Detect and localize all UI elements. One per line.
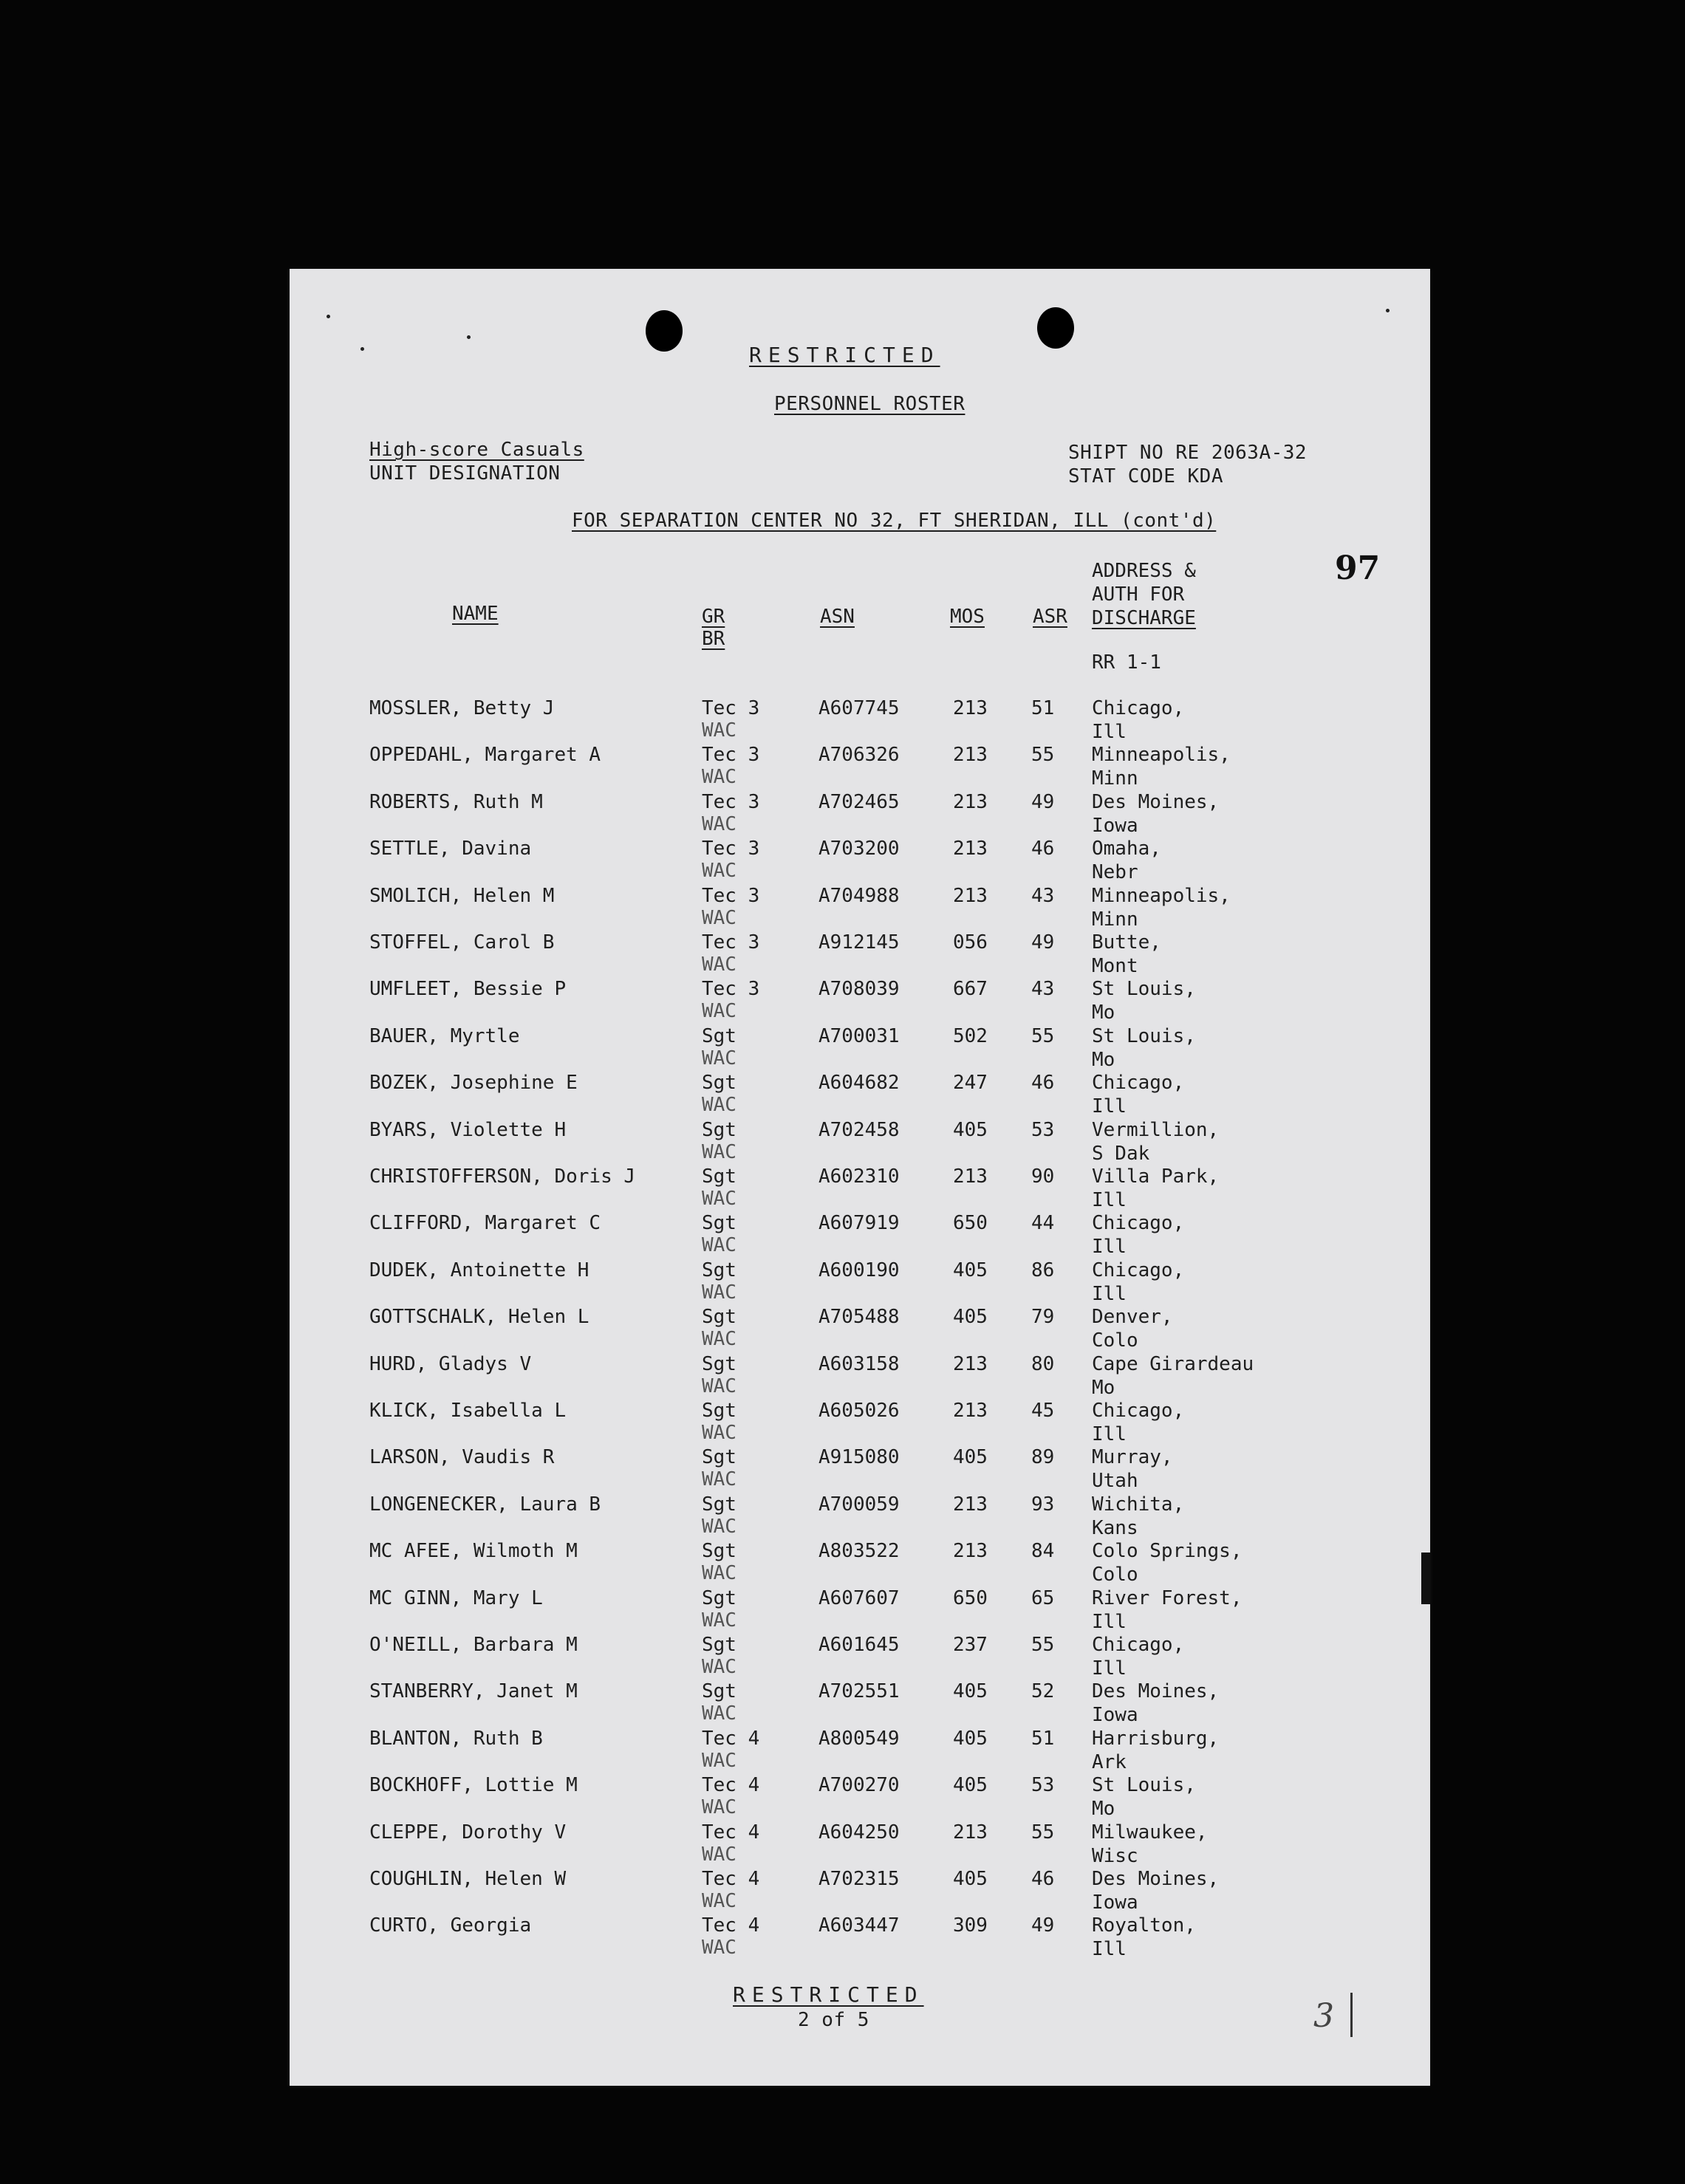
- address-state: Colo: [1092, 1564, 1138, 1586]
- asr-score: 49: [1031, 1914, 1055, 1937]
- grade: Tec 4: [702, 1728, 760, 1750]
- army-serial-number: A708039: [818, 978, 900, 1000]
- grade: Sgt: [702, 1306, 736, 1328]
- table-row: [290, 1025, 1430, 1072]
- address-state: Ill: [1092, 1236, 1127, 1258]
- person-name: SETTLE, Davina: [369, 838, 532, 860]
- mos-code: 405: [953, 1728, 988, 1750]
- branch: WAC: [702, 1609, 736, 1632]
- branch: WAC: [702, 1188, 736, 1210]
- mos-code: 405: [953, 1119, 988, 1141]
- army-serial-number: A703200: [818, 838, 900, 860]
- asr-score: 46: [1031, 838, 1055, 860]
- stat-code: STAT CODE KDA: [1068, 465, 1223, 487]
- mos-code: 247: [953, 1072, 988, 1094]
- table-row: [290, 1400, 1430, 1447]
- person-name: MC GINN, Mary L: [369, 1587, 543, 1609]
- address-city: Des Moines,: [1092, 1868, 1220, 1890]
- person-name: DUDEK, Antoinette H: [369, 1259, 589, 1281]
- address-state: Ill: [1092, 1611, 1127, 1633]
- address-state: Colo: [1092, 1329, 1138, 1352]
- address-state: S Dak: [1092, 1143, 1150, 1165]
- army-serial-number: A803522: [818, 1540, 900, 1562]
- person-name: O'NEILL, Barbara M: [369, 1634, 578, 1656]
- army-serial-number: A705488: [818, 1306, 900, 1328]
- grade: Tec 3: [702, 697, 760, 719]
- branch: WAC: [702, 1000, 736, 1022]
- table-row: [290, 791, 1430, 838]
- speck: [327, 315, 330, 318]
- army-serial-number: A607745: [818, 697, 900, 719]
- grade: Tec 3: [702, 885, 760, 907]
- address-state: Mo: [1092, 1049, 1115, 1071]
- asr-score: 65: [1031, 1587, 1055, 1609]
- army-serial-number: A702465: [818, 791, 900, 813]
- address-state: Minn: [1092, 908, 1138, 931]
- army-serial-number: A704988: [818, 885, 900, 907]
- person-name: BAUER, Myrtle: [369, 1025, 520, 1047]
- asr-score: 52: [1031, 1680, 1055, 1702]
- table-row: [290, 1587, 1430, 1634]
- mos-code: 213: [953, 1540, 988, 1562]
- mos-code: 213: [953, 1165, 988, 1188]
- grade: Tec 3: [702, 744, 760, 766]
- speck: [1386, 309, 1390, 312]
- grade: Sgt: [702, 1446, 736, 1468]
- column-asn-header: ASN: [820, 606, 855, 628]
- table-row: [290, 978, 1430, 1025]
- branch: WAC: [702, 1141, 736, 1163]
- branch: WAC: [702, 1844, 736, 1866]
- branch: WAC: [702, 860, 736, 882]
- branch: WAC: [702, 1937, 736, 1959]
- person-name: CURTO, Georgia: [369, 1914, 532, 1937]
- person-name: OPPEDAHL, Margaret A: [369, 744, 601, 766]
- branch: WAC: [702, 954, 736, 976]
- army-serial-number: A601645: [818, 1634, 900, 1656]
- address-city: Chicago,: [1092, 1634, 1185, 1656]
- mos-code: 309: [953, 1914, 988, 1937]
- punch-hole-right: [1037, 307, 1074, 349]
- grade: Tec 3: [702, 838, 760, 860]
- table-row: [290, 1446, 1430, 1493]
- column-mos-header: MOS: [950, 606, 985, 628]
- grade: Tec 4: [702, 1821, 760, 1844]
- person-name: BOCKHOFF, Lottie M: [369, 1774, 578, 1796]
- mos-code: 650: [953, 1212, 988, 1234]
- address-state: Iowa: [1092, 1704, 1138, 1726]
- address-city: Minneapolis,: [1092, 885, 1231, 907]
- table-row: [290, 1306, 1430, 1353]
- address-state: Mo: [1092, 1377, 1115, 1399]
- table-row: [290, 1259, 1430, 1307]
- mos-code: 213: [953, 1353, 988, 1375]
- person-name: MOSSLER, Betty J: [369, 697, 555, 719]
- grade: Sgt: [702, 1634, 736, 1656]
- mos-code: 056: [953, 931, 988, 954]
- speck: [360, 347, 364, 351]
- roster-title: PERSONNEL ROSTER: [774, 393, 965, 415]
- person-name: UMFLEET, Bessie P: [369, 978, 567, 1000]
- grade: Tec 3: [702, 978, 760, 1000]
- address-city: Chicago,: [1092, 1400, 1185, 1422]
- address-city: Vermillion,: [1092, 1119, 1220, 1141]
- grade: Sgt: [702, 1400, 736, 1422]
- address-state: Ill: [1092, 1283, 1127, 1305]
- branch: WAC: [702, 1422, 736, 1444]
- address-state: Mo: [1092, 1002, 1115, 1024]
- mos-code: 237: [953, 1634, 988, 1656]
- punch-hole-left: [646, 310, 683, 352]
- asr-score: 51: [1031, 697, 1055, 719]
- person-name: COUGHLIN, Helen W: [369, 1868, 567, 1890]
- address-state: Mont: [1092, 955, 1138, 977]
- person-name: HURD, Gladys V: [369, 1353, 532, 1375]
- mos-code: 667: [953, 978, 988, 1000]
- asr-score: 86: [1031, 1259, 1055, 1281]
- branch: WAC: [702, 813, 736, 835]
- handwritten-mark: [1350, 1993, 1353, 2037]
- grade: Tec 4: [702, 1914, 760, 1937]
- unit-name: High-score Casuals: [369, 439, 584, 461]
- grade: Tec 3: [702, 791, 760, 813]
- army-serial-number: A915080: [818, 1446, 900, 1468]
- address-city: Chicago,: [1092, 1259, 1185, 1281]
- grade: Tec 4: [702, 1774, 760, 1796]
- grade: Sgt: [702, 1493, 736, 1516]
- address-city: Harrisburg,: [1092, 1728, 1220, 1750]
- mos-code: 405: [953, 1446, 988, 1468]
- grade: Sgt: [702, 1353, 736, 1375]
- address-state: Wisc: [1092, 1845, 1138, 1867]
- table-row: [290, 838, 1430, 885]
- person-name: GOTTSCHALK, Helen L: [369, 1306, 589, 1328]
- column-address-header-2: AUTH FOR: [1092, 583, 1185, 606]
- army-serial-number: A706326: [818, 744, 900, 766]
- mos-code: 213: [953, 697, 988, 719]
- army-serial-number: A605026: [818, 1400, 900, 1422]
- branch: WAC: [702, 1656, 736, 1678]
- address-state: Ill: [1092, 1657, 1127, 1680]
- asr-score: 46: [1031, 1072, 1055, 1094]
- person-name: CHRISTOFFERSON, Doris J: [369, 1165, 636, 1188]
- address-city: River Forest,: [1092, 1587, 1243, 1609]
- address-city: Villa Park,: [1092, 1165, 1220, 1188]
- table-row: [290, 1072, 1430, 1119]
- mos-code: 213: [953, 1493, 988, 1516]
- shipment-number: SHIPT NO RE 2063A-32: [1068, 442, 1308, 464]
- address-state: Ark: [1092, 1751, 1127, 1773]
- address-state: Mo: [1092, 1798, 1115, 1820]
- address-state: Nebr: [1092, 861, 1138, 883]
- army-serial-number: A607607: [818, 1587, 900, 1609]
- mos-code: 405: [953, 1259, 988, 1281]
- branch: WAC: [702, 1796, 736, 1818]
- mos-code: 213: [953, 1821, 988, 1844]
- table-row: [290, 1212, 1430, 1259]
- person-name: CLEPPE, Dorothy V: [369, 1821, 567, 1844]
- page-of-indicator: 2 of 5: [798, 2009, 869, 2031]
- column-address-header-3: DISCHARGE: [1092, 607, 1196, 629]
- branch: WAC: [702, 1468, 736, 1490]
- branch: WAC: [702, 719, 736, 742]
- address-city: Des Moines,: [1092, 1680, 1220, 1702]
- classification-bottom: RESTRICTED: [733, 1982, 924, 2007]
- address-city: Chicago,: [1092, 1072, 1185, 1094]
- mos-code: 213: [953, 744, 988, 766]
- grade: Sgt: [702, 1025, 736, 1047]
- asr-score: 55: [1031, 744, 1055, 766]
- asr-score: 55: [1031, 1025, 1055, 1047]
- asr-score: 44: [1031, 1212, 1055, 1234]
- branch: WAC: [702, 1890, 736, 1912]
- mos-code: 405: [953, 1306, 988, 1328]
- army-serial-number: A604250: [818, 1821, 900, 1844]
- grade: Sgt: [702, 1587, 736, 1609]
- grade: Sgt: [702, 1119, 736, 1141]
- address-state: Ill: [1092, 1938, 1127, 1960]
- table-row: [290, 1821, 1430, 1869]
- army-serial-number: A604682: [818, 1072, 900, 1094]
- branch: WAC: [702, 1516, 736, 1538]
- grade: Sgt: [702, 1680, 736, 1702]
- asr-score: 49: [1031, 791, 1055, 813]
- column-address-header-1: ADDRESS &: [1092, 560, 1196, 582]
- person-name: STANBERRY, Janet M: [369, 1680, 578, 1702]
- person-name: LONGENECKER, Laura B: [369, 1493, 601, 1516]
- person-name: BLANTON, Ruth B: [369, 1728, 543, 1750]
- asr-score: 90: [1031, 1165, 1055, 1188]
- address-city: Chicago,: [1092, 697, 1185, 719]
- army-serial-number: A603447: [818, 1914, 900, 1937]
- table-row: [290, 1868, 1430, 1915]
- asr-score: 53: [1031, 1119, 1055, 1141]
- asr-score: 55: [1031, 1821, 1055, 1844]
- army-serial-number: A702551: [818, 1680, 900, 1702]
- address-state: Kans: [1092, 1517, 1138, 1539]
- handwritten-page-number: 3: [1313, 1997, 1334, 2035]
- grade: Tec 4: [702, 1868, 760, 1890]
- asr-score: 45: [1031, 1400, 1055, 1422]
- asr-score: 51: [1031, 1728, 1055, 1750]
- address-city: Minneapolis,: [1092, 744, 1231, 766]
- address-city: St Louis,: [1092, 1774, 1196, 1796]
- person-name: STOFFEL, Carol B: [369, 931, 555, 954]
- table-row: [290, 1774, 1430, 1821]
- asr-score: 43: [1031, 978, 1055, 1000]
- table-row: [290, 697, 1430, 744]
- branch: WAC: [702, 1562, 736, 1584]
- address-city: Colo Springs,: [1092, 1540, 1243, 1562]
- asr-score: 53: [1031, 1774, 1055, 1796]
- branch: WAC: [702, 1281, 736, 1304]
- army-serial-number: A607919: [818, 1212, 900, 1234]
- grade: Sgt: [702, 1540, 736, 1562]
- person-name: BOZEK, Josephine E: [369, 1072, 578, 1094]
- column-asr-header: ASR: [1033, 606, 1067, 628]
- mos-code: 405: [953, 1774, 988, 1796]
- column-gr-header: GR: [702, 606, 725, 628]
- asr-score: 55: [1031, 1634, 1055, 1656]
- address-city: Royalton,: [1092, 1914, 1196, 1937]
- mos-code: 502: [953, 1025, 988, 1047]
- table-row: [290, 1728, 1430, 1775]
- asr-score: 89: [1031, 1446, 1055, 1468]
- branch: WAC: [702, 1328, 736, 1350]
- address-city: Butte,: [1092, 931, 1161, 954]
- person-name: KLICK, Isabella L: [369, 1400, 567, 1422]
- address-state: Iowa: [1092, 815, 1138, 837]
- mos-code: 213: [953, 791, 988, 813]
- address-city: Milwaukee,: [1092, 1821, 1208, 1844]
- army-serial-number: A600190: [818, 1259, 900, 1281]
- asr-score: 43: [1031, 885, 1055, 907]
- document-page: [290, 269, 1430, 2086]
- army-serial-number: A700270: [818, 1774, 900, 1796]
- grade: Sgt: [702, 1072, 736, 1094]
- branch: WAC: [702, 1750, 736, 1772]
- person-name: ROBERTS, Ruth M: [369, 791, 543, 813]
- army-serial-number: A702458: [818, 1119, 900, 1141]
- army-serial-number: A700031: [818, 1025, 900, 1047]
- person-name: SMOLICH, Helen M: [369, 885, 555, 907]
- address-state: Ill: [1092, 1189, 1127, 1211]
- address-state: Minn: [1092, 767, 1138, 790]
- address-city: Wichita,: [1092, 1493, 1185, 1516]
- asr-score: 46: [1031, 1868, 1055, 1890]
- address-state: Iowa: [1092, 1892, 1138, 1914]
- branch: WAC: [702, 907, 736, 929]
- mos-code: 650: [953, 1587, 988, 1609]
- army-serial-number: A602310: [818, 1165, 900, 1188]
- table-row: [290, 1540, 1430, 1587]
- classification-top: RESTRICTED: [749, 343, 940, 367]
- asr-score: 79: [1031, 1306, 1055, 1328]
- army-serial-number: A912145: [818, 931, 900, 954]
- table-row: [290, 1634, 1430, 1681]
- branch: WAC: [702, 1702, 736, 1725]
- mos-code: 213: [953, 885, 988, 907]
- column-name-header: NAME: [452, 603, 499, 625]
- table-row: [290, 931, 1430, 979]
- person-name: LARSON, Vaudis R: [369, 1446, 555, 1468]
- discharge-authority: RR 1-1: [1092, 651, 1161, 674]
- table-row: [290, 744, 1430, 791]
- address-city: Omaha,: [1092, 838, 1161, 860]
- destination-line: FOR SEPARATION CENTER NO 32, FT SHERIDAN, ILL (cont'd): [572, 510, 1217, 532]
- branch: WAC: [702, 1375, 736, 1397]
- asr-score: 49: [1031, 931, 1055, 954]
- person-name: MC AFEE, Wilmoth M: [369, 1540, 578, 1562]
- address-city: Des Moines,: [1092, 791, 1220, 813]
- mos-code: 213: [953, 838, 988, 860]
- branch: WAC: [702, 1047, 736, 1069]
- edge-tab-mark: [1421, 1553, 1430, 1604]
- person-name: CLIFFORD, Margaret C: [369, 1212, 601, 1234]
- grade: Sgt: [702, 1165, 736, 1188]
- person-name: BYARS, Violette H: [369, 1119, 567, 1141]
- address-state: Utah: [1092, 1470, 1138, 1492]
- address-state: Ill: [1092, 721, 1127, 743]
- grade: Tec 3: [702, 931, 760, 954]
- table-row: [290, 1165, 1430, 1213]
- column-br-header: BR: [702, 628, 725, 650]
- army-serial-number: A800549: [818, 1728, 900, 1750]
- speck: [467, 335, 471, 339]
- unit-designation-label: UNIT DESIGNATION: [369, 462, 561, 485]
- branch: WAC: [702, 1234, 736, 1256]
- table-row: [290, 1119, 1430, 1166]
- asr-score: 93: [1031, 1493, 1055, 1516]
- address-city: Denver,: [1092, 1306, 1173, 1328]
- page-number: 97: [1335, 550, 1381, 587]
- army-serial-number: A702315: [818, 1868, 900, 1890]
- mos-code: 405: [953, 1680, 988, 1702]
- address-city: Cape Girardeau: [1092, 1353, 1254, 1375]
- address-city: St Louis,: [1092, 978, 1196, 1000]
- mos-code: 213: [953, 1400, 988, 1422]
- table-row: [290, 1353, 1430, 1400]
- mos-code: 405: [953, 1868, 988, 1890]
- address-state: Ill: [1092, 1423, 1127, 1445]
- table-row: [290, 1493, 1430, 1541]
- table-row: [290, 1914, 1430, 1962]
- grade: Sgt: [702, 1259, 736, 1281]
- address-city: Chicago,: [1092, 1212, 1185, 1234]
- asr-score: 80: [1031, 1353, 1055, 1375]
- branch: WAC: [702, 1094, 736, 1116]
- address-city: Murray,: [1092, 1446, 1173, 1468]
- address-state: Ill: [1092, 1095, 1127, 1117]
- grade: Sgt: [702, 1212, 736, 1234]
- address-city: St Louis,: [1092, 1025, 1196, 1047]
- army-serial-number: A700059: [818, 1493, 900, 1516]
- branch: WAC: [702, 766, 736, 788]
- asr-score: 84: [1031, 1540, 1055, 1562]
- table-row: [290, 1680, 1430, 1728]
- army-serial-number: A603158: [818, 1353, 900, 1375]
- table-row: [290, 885, 1430, 932]
